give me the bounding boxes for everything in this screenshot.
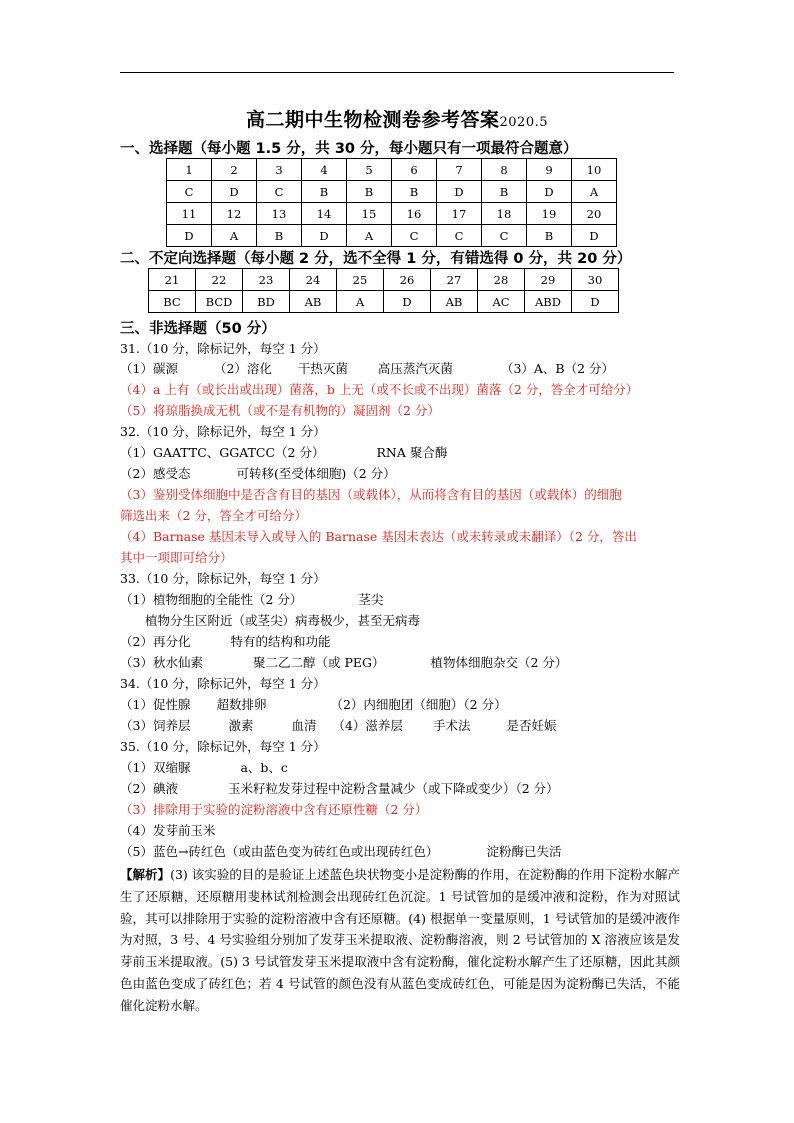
q35-line1: [120, 759, 288, 777]
q33-line4: [120, 654, 567, 672]
section2-table-row: [149, 291, 619, 313]
q34-ans9: 是否妊娠: [506, 718, 557, 733]
section1-table-row: [167, 225, 617, 247]
q35-line5: [120, 843, 561, 861]
q35-ans6: 淀粉酶已失活: [486, 844, 562, 859]
top-rule: [120, 72, 674, 73]
q32-line2: [120, 465, 396, 483]
section1-table-cell: 6: [392, 159, 437, 181]
q32-ans3: （2）感受态: [120, 466, 191, 481]
q35-line3: （3）排除用于实验的淀粉溶液中含有还原性糖（2 分）: [120, 802, 428, 817]
section2-table-cell: AC: [478, 291, 525, 313]
section2-table-cell: BCD: [196, 291, 243, 313]
q32-ans2: RNA 聚合酶: [376, 445, 448, 460]
section1-table-cell: D: [302, 225, 347, 247]
q32-line4b: 其中一项即可给分）: [120, 550, 233, 565]
q33-heading: 33.（10 分，除标记外，每空 1 分）: [120, 571, 326, 586]
section2-table-cell: BC: [149, 291, 196, 313]
q35-line2: [120, 780, 559, 798]
analysis-paragraph: [120, 864, 680, 1017]
section2-table-cell: 24: [290, 269, 337, 291]
q35-heading: 35.（10 分，除标记外，每空 1 分）: [120, 739, 326, 754]
section1-table-cell: A: [212, 225, 257, 247]
q32-ans4: 可转移(至受体细胞)（2 分）: [236, 466, 396, 481]
q32-line1: [120, 444, 447, 462]
section2-table-cell: 27: [431, 269, 478, 291]
section1-heading: 一、选择题（每小题 1.5 分，共 30 分，每小题只有一项最符合题意）: [120, 141, 578, 157]
q31-ans1: （1）碳源: [120, 361, 178, 376]
q33-ans1: （1）植物细胞的全能性（2 分）: [120, 592, 303, 607]
section1-answer-table: [166, 158, 617, 247]
section2-heading: 二、不定向选择题（每小题 2 分，选不全得 1 分，有错选得 0 分，共 20 分）: [120, 251, 632, 267]
title-text: 高二期中生物检测卷参考答案: [245, 109, 500, 131]
analysis-text: (3) 该实验的目的是验证上述蓝色块状物变小是淀粉酶的作用，在淀粉酶的作用下淀粉水解产生了还原糖，还原糖用斐林试剂检测会出现砖红色沉淀。1 号试管加的是缓冲液和淀粉，作为对照试验，其可以排除用于实验的淀粉溶液中含有还原糖。(4) 根据单一变量原则，1 号试管加的是缓冲液作为对照，3 号、4 号实验组分别加了发芽玉米提取液、淀粉酶溶液，则 2 号试管加的 X 溶液应该是发芽前玉米提取液。(5) 3 号试管发芽玉米提取液中含有淀粉酶，催化淀粉水解产生了还原糖，因此其颜色由蓝色变成了砖红色；若 4 号试管的颜色没有从蓝色变成砖红色，可能是因为淀粉酶已失活，不能催化淀粉水解。: [120, 867, 680, 1013]
section1-table-cell: 18: [482, 203, 527, 225]
q32-line4a: （4）Barnase 基因未导入或导入的 Barnase 基因未表达（或未转录或未翻译）（2 分，答出: [120, 529, 637, 544]
title-year: 2020.5: [499, 115, 548, 130]
section2-table-cell: A: [337, 291, 384, 313]
section1-table-cell: 19: [527, 203, 572, 225]
section3-heading: 三、非选择题（50 分）: [120, 321, 276, 337]
q31-ans4: 高压蒸汽灭菌: [377, 361, 453, 376]
section2-table-cell: 23: [243, 269, 290, 291]
section1-table-cell: C: [392, 225, 437, 247]
q33-ans3: （2）再分化: [120, 634, 191, 649]
section2-table-cell: D: [572, 291, 619, 313]
section1-table-cell: 10: [572, 159, 617, 181]
q31-ans3: 干热灭菌: [297, 361, 348, 376]
section1-table-row: [167, 203, 617, 225]
section2-table-cell: 26: [384, 269, 431, 291]
section1-table-cell: C: [167, 181, 212, 203]
section1-table-cell: B: [257, 225, 302, 247]
section1-table-cell: 16: [392, 203, 437, 225]
q31-line1: [120, 360, 614, 378]
q31-ans5: （3）A、B（2 分）: [500, 361, 615, 376]
section1-table-cell: B: [347, 181, 392, 203]
analysis-label: 【解析】: [120, 867, 171, 882]
section1-table-cell: C: [257, 181, 302, 203]
q33-line1: [120, 591, 383, 609]
q33-ans5: （3）秋水仙素: [120, 655, 203, 670]
q35-ans5: （5）蓝色→砖红色（或由蓝色变为砖红色或出现砖红色）: [120, 844, 439, 859]
section1-table-cell: 3: [257, 159, 302, 181]
section2-table-cell: 29: [525, 269, 572, 291]
q35-ans1: （1）双缩脲: [120, 760, 191, 775]
section1-table-cell: D: [212, 181, 257, 203]
q34-ans7: （4）滋养层: [332, 718, 403, 733]
q33-line2: 植物分生区附近（或茎尖）病毒极少，甚至无病毒: [145, 613, 421, 628]
q32-heading: 32.（10 分，除标记外，每空 1 分）: [120, 424, 326, 439]
section2-answer-table: [148, 268, 619, 313]
q34-ans3: （2）内细胞团（细胞）（2 分）: [330, 697, 507, 712]
section1-table-row: [167, 181, 617, 203]
q31-ans2: （2）溶化: [213, 361, 272, 376]
section2-table-cell: AB: [290, 291, 337, 313]
section1-table-cell: C: [437, 225, 482, 247]
q31-line3: （5）将琼脂换成无机（或不是有机物的）凝固剂（2 分）: [120, 403, 440, 418]
q34-ans2: 超数排卵: [216, 697, 267, 712]
section2-table-cell: 28: [478, 269, 525, 291]
section2-table-cell: BD: [243, 291, 290, 313]
section1-table-cell: D: [437, 181, 482, 203]
q32-ans1: （1）GAATTC、GGATCC（2 分）: [120, 445, 325, 460]
q34-ans4: （3）饲养层: [120, 718, 191, 733]
section1-table-cell: 2: [212, 159, 257, 181]
q32-line3b: 筛选出来（2 分，答全才可给分）: [120, 508, 307, 523]
q33-ans6: 聚二乙二醇（或 PEG）: [252, 655, 385, 670]
q34-ans8: 手术法: [432, 718, 471, 733]
page-title: [0, 105, 794, 132]
q34-ans1: （1）促性腺: [120, 697, 191, 712]
q31-heading: 31.（10 分，除标记外，每空 1 分）: [120, 341, 326, 356]
q34-line1: [120, 696, 507, 714]
section1-table-row: [167, 159, 617, 181]
q34-ans5: 激素: [228, 718, 254, 733]
section1-table-cell: 8: [482, 159, 527, 181]
q33-ans2: 茎尖: [358, 592, 384, 607]
section1-table-cell: A: [572, 181, 617, 203]
q34-ans6: 血清: [291, 718, 317, 733]
section1-table-cell: A: [347, 225, 392, 247]
section1-table-cell: 20: [572, 203, 617, 225]
q32-line3a: （3）鉴别受体细胞中是否含有目的基因（或载体），从而将含有目的基因（或载体）的细胞: [120, 487, 622, 502]
section1-table-cell: 9: [527, 159, 572, 181]
section1-table-cell: 11: [167, 203, 212, 225]
section1-table-cell: 5: [347, 159, 392, 181]
section1-table-cell: 7: [437, 159, 482, 181]
q33-ans4: 特有的结构和功能: [230, 634, 331, 649]
section1-table-cell: B: [527, 225, 572, 247]
section1-table-cell: 12: [212, 203, 257, 225]
section1-table-cell: 1: [167, 159, 212, 181]
section1-table-cell: 4: [302, 159, 347, 181]
q35-ans3: （2）碘液: [120, 781, 178, 796]
section1-table-cell: B: [302, 181, 347, 203]
section1-table-cell: 15: [347, 203, 392, 225]
section1-table-cell: 17: [437, 203, 482, 225]
q33-line3: [120, 633, 330, 651]
q35-ans2: a、b、c: [240, 760, 288, 775]
q31-line2: （4）a 上有（或长出或出现）菌落，b 上无（或不长或不出现）菌落（2 分，答全才可给分）: [120, 382, 639, 397]
section2-table-cell: 21: [149, 269, 196, 291]
section2-table-cell: D: [384, 291, 431, 313]
q35-ans4: 玉米籽粒发芽过程中淀粉含量减少（或下降或变少）（2 分）: [227, 781, 559, 796]
q33-ans7: 植物体细胞杂交（2 分）: [430, 655, 568, 670]
section1-table-cell: B: [392, 181, 437, 203]
section2-table-cell: AB: [431, 291, 478, 313]
section2-table-cell: 25: [337, 269, 384, 291]
section2-table-cell: 30: [572, 269, 619, 291]
section2-table-row: [149, 269, 619, 291]
section1-table-cell: C: [482, 225, 527, 247]
section1-table-cell: D: [167, 225, 212, 247]
section1-table-cell: B: [482, 181, 527, 203]
section2-table-cell: 22: [196, 269, 243, 291]
q34-heading: 34.（10 分，除标记外，每空 1 分）: [120, 676, 326, 691]
section1-table-cell: D: [572, 225, 617, 247]
section1-table-cell: 13: [257, 203, 302, 225]
section1-table-cell: 14: [302, 203, 347, 225]
section1-table-cell: D: [527, 181, 572, 203]
section2-table-cell: ABD: [525, 291, 572, 313]
q34-line2: [120, 717, 556, 735]
q35-line4: （4）发芽前玉米: [120, 823, 216, 838]
